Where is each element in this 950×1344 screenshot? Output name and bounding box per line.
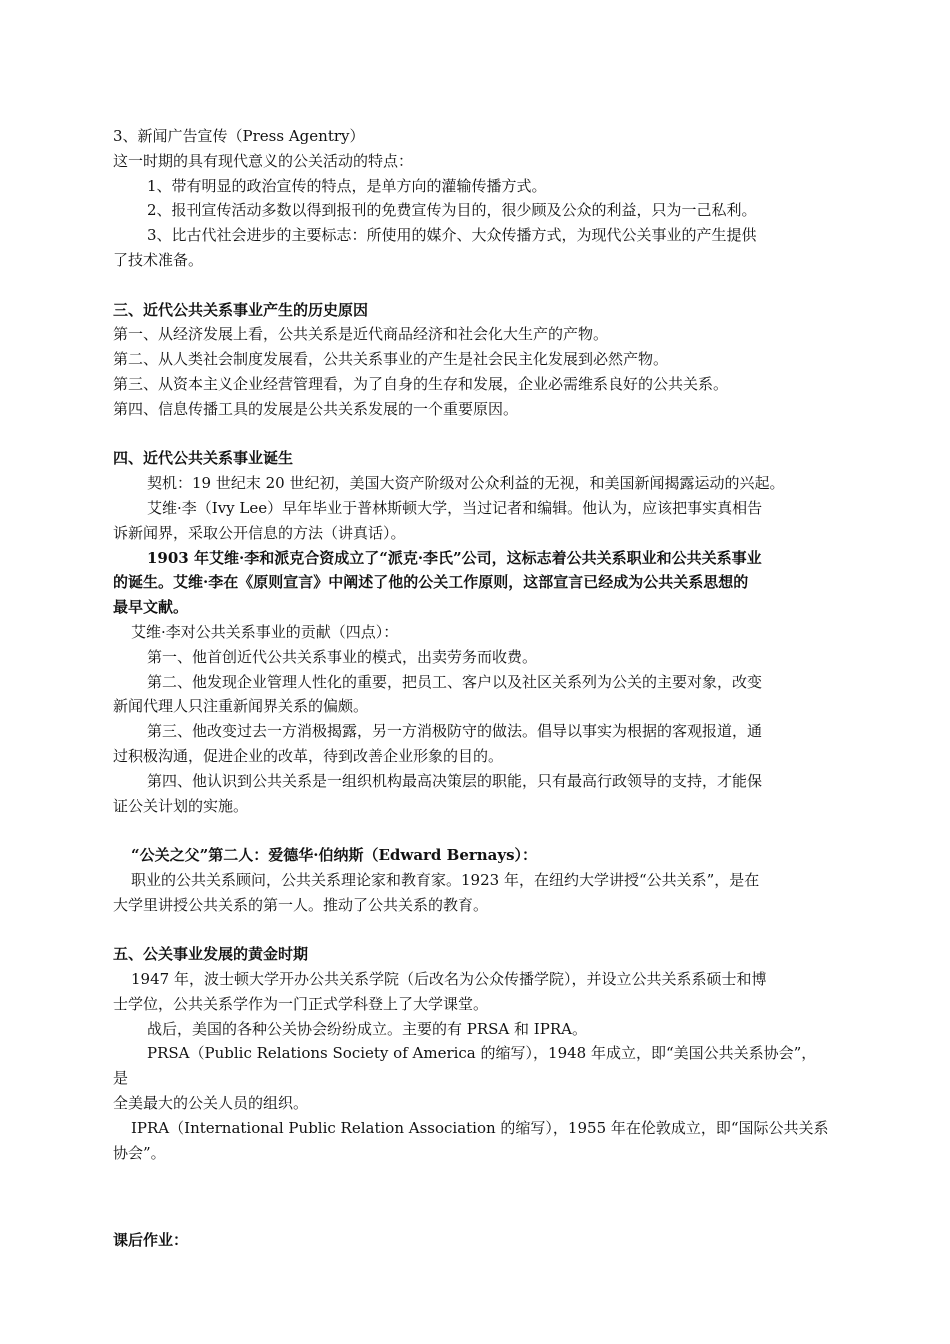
- contributions-intro: 艾维·李对公共关系事业的贡献（四点）：: [131, 622, 399, 641]
- spacer: [113, 273, 841, 298]
- contribution-1: 第一、他首创近代公共关系事业的模式，出卖劳务而收费。: [147, 647, 538, 666]
- golden-paragraph-1: 1947 年，波士顿大学开办公共关系学院（后改名为公众传播学院），并设立公共关系系硕士和博: [131, 970, 767, 989]
- heading-section-4: 四、近代公共关系事业诞生: [113, 449, 294, 468]
- homework-heading: 课后作业：: [113, 1231, 189, 1250]
- golden-paragraph-1-cont: 士学位，公共关系学作为一门正式学科登上了大学课堂。: [113, 994, 489, 1013]
- ivy-lee-paragraph-cont: 诉新闻界，采取公开信息的方法（讲真话）。: [113, 523, 406, 542]
- spacer: [113, 818, 841, 843]
- spacer: [113, 422, 841, 447]
- heading-section-3: 三、近代公共关系事业产生的历史原因: [113, 300, 369, 319]
- bernays-paragraph: 职业的公共关系顾问，公共关系理论家和教育家。1923 年，在纽约大学讲授“公共关系”，是在: [131, 870, 760, 889]
- golden-paragraph-2: 战后，美国的各种公关协会纷纷成立。主要的有 PRSA 和 IPRA。: [147, 1019, 587, 1038]
- bernays-paragraph-cont: 大学里讲授公共关系的第一人。推动了公共关系的教育。: [113, 895, 489, 914]
- reason-2: 第二、从人类社会制度发展看，公共关系事业的产生是社会民主化发展到必然产物。: [113, 350, 669, 369]
- bernays-title: “公关之父”第二人：爱德华·伯纳斯（Edward Bernays）：: [131, 846, 538, 865]
- feature-item-1: 1、带有明显的政治宣传的特点，是单方向的灌输传播方式。: [147, 176, 547, 195]
- founding-paragraph-end: 最早文献。: [113, 598, 189, 617]
- reason-1: 第一、从经济发展上看，公共关系是近代商品经济和社会化大生产的产物。: [113, 325, 609, 344]
- prsa-paragraph-cont: 全美最大的公关人员的组织。: [113, 1094, 309, 1113]
- ipra-paragraph-cont: 协会”。: [113, 1143, 166, 1162]
- feature-item-3: 3、比古代社会进步的主要标志：所使用的媒介、大众传播方式，为现代公关事业的产生提供: [147, 226, 757, 245]
- feature-item-2: 2、报刊宣传活动多数以得到报刊的免费宣传为目的，很少顾及公众的利益，只为一己私利。: [147, 201, 757, 220]
- contribution-3: 第三、他改变过去一方消极揭露，另一方消极防守的做法。倡导以事实为根据的客观报道，通: [147, 722, 763, 741]
- contribution-3-cont: 过积极沟通，促进企业的改革，待到改善企业形象的目的。: [113, 746, 504, 765]
- contribution-2: 第二、他发现企业管理人性化的重要，把员工、客户以及社区关系列为公关的主要对象，改变: [147, 672, 763, 691]
- heading-section-5: 五、公关事业发展的黄金时期: [113, 945, 309, 964]
- reason-4: 第四、信息传播工具的发展是公共关系发展的一个重要原因。: [113, 399, 519, 418]
- feature-item-3-cont: 了技术准备。: [113, 250, 204, 269]
- document-body: [113, 124, 841, 1253]
- opportunity-text: 契机：19 世纪末 20 世纪初，美国大资产阶级对公众利益的无视，和美国新闻揭露运动的兴起。: [147, 474, 785, 493]
- contribution-4-cont: 证公关计划的实施。: [113, 796, 249, 815]
- ivy-lee-paragraph: 艾维·李（Ivy Lee）早年毕业于普林斯顿大学，当过记者和编辑。他认为，应该把事实真相告: [147, 498, 763, 517]
- section-press-agentry-title: 3、新闻广告宣传（Press Agentry）: [113, 127, 365, 145]
- spacer: [113, 1203, 841, 1228]
- ipra-paragraph: IPRA（International Public Relation Association 的缩写），1955 年在伦敦成立，即“国际公共关系: [131, 1118, 829, 1137]
- reason-3: 第三、从资本主义企业经营管理看，为了自身的生存和发展，企业必需维系良好的公共关系。: [113, 374, 729, 393]
- features-intro: 这一时期的具有现代意义的公关活动的特点：: [113, 151, 414, 170]
- contribution-2-cont: 新闻代理人只注重新闻界关系的偏颇。: [113, 697, 369, 716]
- founding-paragraph-cont: 的诞生。艾维·李在《原则宣言》中阐述了他的公关工作原则，这部宣言已经成为公共关系思想的: [113, 573, 749, 592]
- spacer: [113, 918, 841, 943]
- spacer: [113, 1165, 841, 1203]
- prsa-paragraph-wrap: 是: [113, 1069, 129, 1088]
- founding-paragraph: 1903 年艾维·李和派克合资成立了“派克·李氏”公司，这标志着公共关系职业和公共关系事业: [147, 548, 762, 567]
- contribution-4: 第四、他认识到公共关系是一组织机构最高决策层的职能，只有最高行政领导的支持，才能保: [147, 771, 763, 790]
- prsa-paragraph: PRSA（Public Relations Society of America 的缩写），1948 年成立，即“美国公共关系协会”，: [147, 1044, 817, 1063]
